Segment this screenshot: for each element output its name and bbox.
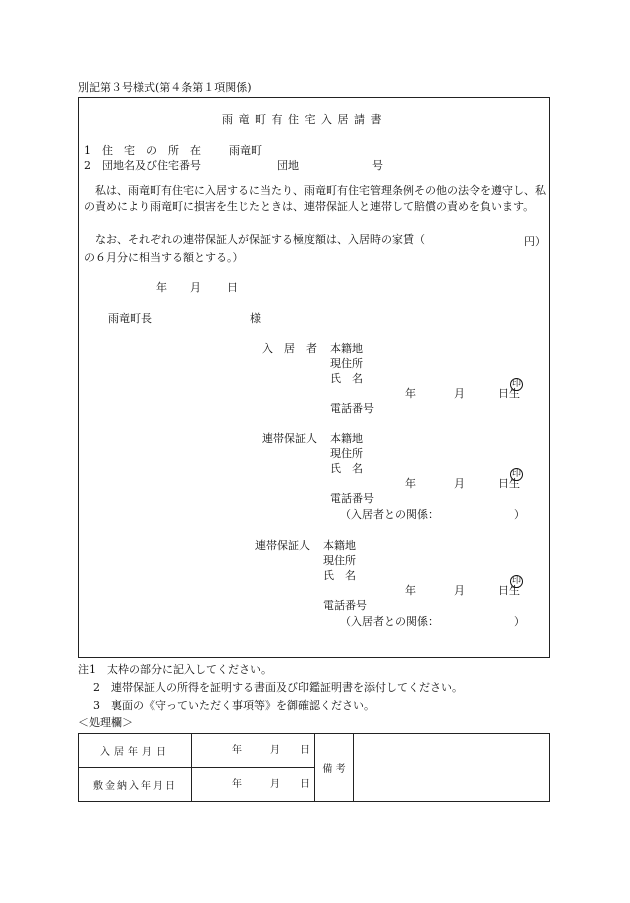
deposit-month: 月: [270, 779, 280, 790]
limit-text-a: なお、それぞれの連帯保証人が保証する極度額は、入居時の家賃（: [95, 233, 425, 246]
processing-table: [78, 733, 550, 802]
resident-birth-year[interactable]: 年: [405, 387, 416, 400]
addressee-name: 雨竜町長: [108, 312, 152, 325]
form-reference: 別記第３号様式(第４条第１項関係): [78, 81, 252, 94]
guarantor1-name[interactable]: 氏 名: [330, 462, 363, 475]
guarantor1-birth-month[interactable]: 月: [454, 477, 465, 490]
resident-phone[interactable]: 電話番号: [330, 402, 374, 415]
resident-seal-icon: 印: [511, 379, 521, 389]
resident-address[interactable]: 現住所: [330, 357, 363, 370]
remarks-label: 備 考: [315, 734, 354, 802]
deposit-day: 日: [300, 779, 310, 790]
remarks-cell[interactable]: [354, 734, 550, 802]
guarantor1-address[interactable]: 現住所: [330, 447, 363, 460]
guarantor2-address[interactable]: 現住所: [323, 554, 356, 567]
note-1: 注1 太枠の部分に記入してください。: [78, 663, 272, 676]
guarantor2-name[interactable]: 氏 名: [323, 569, 356, 582]
guarantor2-role: 連帯保証人: [255, 539, 310, 552]
deposit-year: 年: [232, 779, 242, 790]
deposit-date-cell[interactable]: [192, 768, 315, 802]
move-in-date-cell[interactable]: [192, 734, 315, 768]
guarantor2-seal-icon: 印: [511, 576, 521, 586]
note-2: 2 連帯保証人の所得を証明する書面及び印鑑証明書を添付してください。: [93, 681, 463, 694]
deposit-date-label: 敷金納入年月日: [79, 768, 192, 802]
item1-num: 1: [84, 144, 91, 157]
move-in-year: 年: [232, 745, 242, 756]
date-month[interactable]: 月: [190, 281, 201, 294]
form-title: 雨 竜 町 有 住 宅 入 居 請 書: [222, 113, 383, 126]
resident-role: 入 居 者: [262, 342, 317, 355]
note-3: 3 裏面の《守っていただく事項等》を御確認ください。: [93, 699, 375, 712]
date-year[interactable]: 年: [156, 281, 167, 294]
limit-text-yen: 円）: [524, 235, 546, 248]
item1-value[interactable]: 雨竜町: [229, 144, 262, 157]
guarantor2-birth-year[interactable]: 年: [405, 584, 416, 597]
pledge-paragraph: [84, 183, 546, 215]
resident-birth-month[interactable]: 月: [454, 387, 465, 400]
item2-num: 2: [84, 159, 91, 172]
guarantor2-relation-close: ）: [514, 615, 525, 628]
application-frame: [78, 97, 550, 658]
resident-name[interactable]: 氏 名: [330, 372, 363, 385]
addressee-honorific: 様: [250, 312, 261, 325]
guarantor2-phone[interactable]: 電話番号: [323, 599, 367, 612]
item1-label: 住 宅 の 所 在: [102, 144, 201, 157]
guarantor1-birth-year[interactable]: 年: [405, 477, 416, 490]
guarantor2-birth-day[interactable]: 日生: [498, 584, 520, 597]
move-in-month: 月: [270, 745, 280, 756]
limit-text-c: の６月分に相当する額とする。）: [84, 251, 244, 264]
guarantor1-phone[interactable]: 電話番号: [330, 492, 374, 505]
move-in-date-label: 入居年月日: [79, 734, 192, 768]
guarantor1-relation[interactable]: （入居者との関係：: [340, 508, 439, 521]
resident-birth-day[interactable]: 日生: [498, 387, 520, 400]
guarantor2-birth-month[interactable]: 月: [454, 584, 465, 597]
guarantor1-birth-day[interactable]: 日生: [498, 477, 520, 490]
pledge-text: 私は、雨竜町有住宅に入居するに当たり、雨竜町有住宅管理条例その他の法令を遵守し、私の責めにより雨竜町に損害を生じたときは、連帯保証人と連帯して賠償の責めを負います。: [84, 184, 546, 213]
guarantor1-domicile[interactable]: 本籍地: [330, 432, 363, 445]
guarantor2-relation[interactable]: （入居者との関係：: [340, 615, 439, 628]
limit-paragraph: [84, 232, 546, 248]
guarantor1-relation-close: ）: [514, 508, 525, 521]
item2-label: 団地名及び住宅番号: [102, 159, 201, 172]
item2-gou[interactable]: 号: [372, 159, 383, 172]
date-day[interactable]: 日: [227, 281, 238, 294]
resident-domicile[interactable]: 本籍地: [330, 342, 363, 355]
processing-heading: ＜処理欄＞: [78, 716, 133, 729]
item2-danchi[interactable]: 団地: [277, 159, 299, 172]
guarantor1-seal-icon: 印: [511, 469, 521, 479]
move-in-day: 日: [300, 745, 310, 756]
guarantor2-domicile[interactable]: 本籍地: [323, 539, 356, 552]
guarantor1-role: 連帯保証人: [262, 432, 317, 445]
